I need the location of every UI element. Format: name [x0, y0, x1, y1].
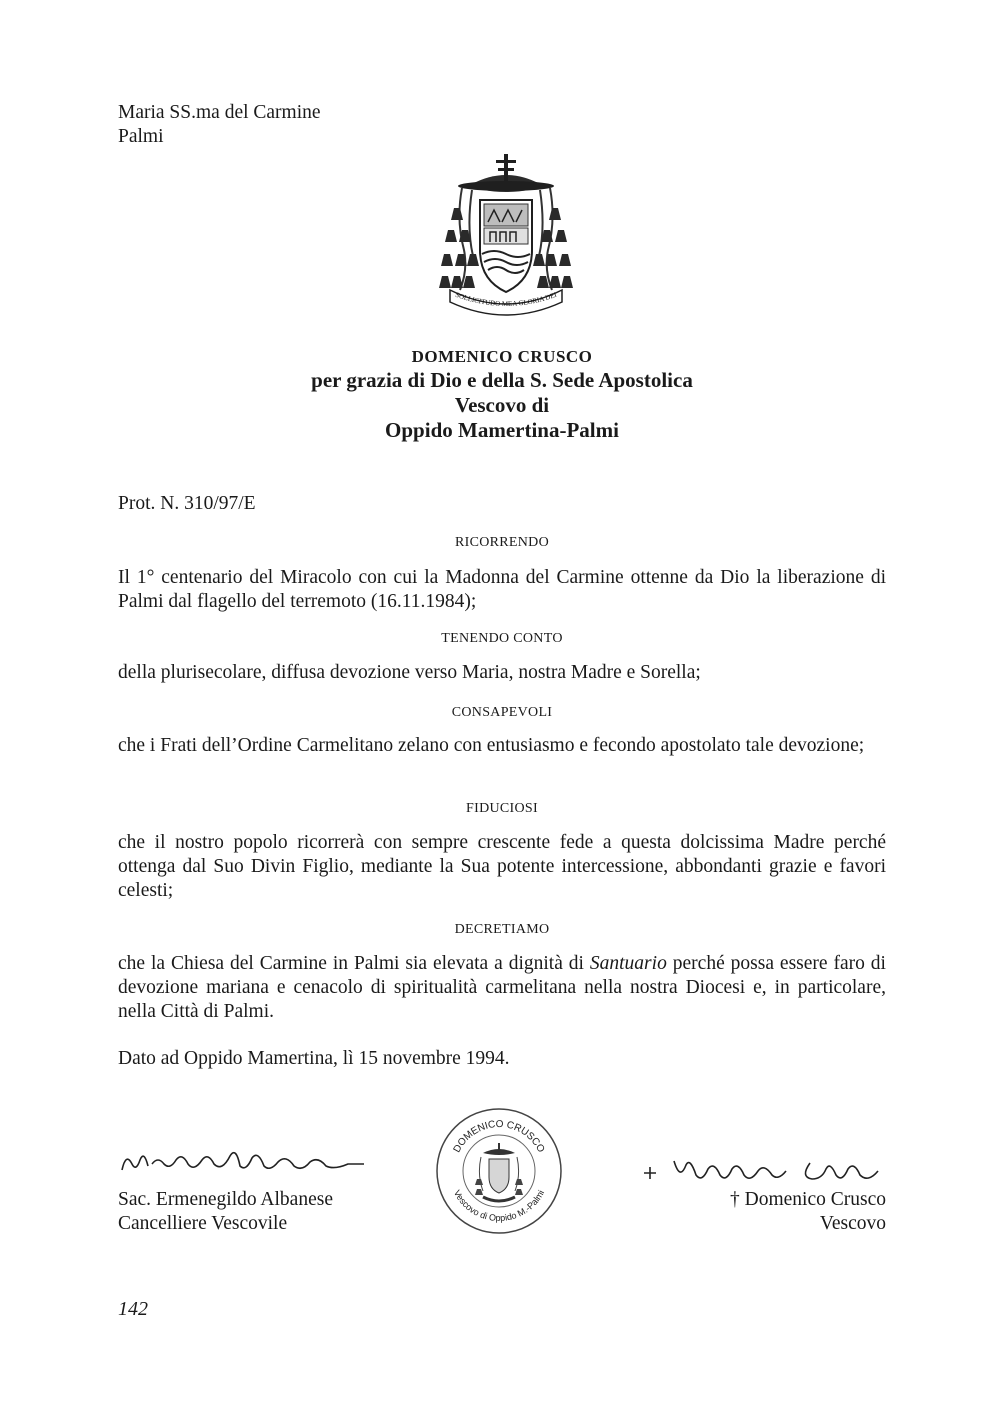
signatory-right-name: † Domenico Crusco	[730, 1189, 886, 1210]
decree-text-before: che la Chiesa del Carmine in Palmi sia elevata a dignità di	[118, 953, 590, 974]
section-text-decretiamo	[118, 952, 886, 1024]
bishop-seal	[433, 1105, 565, 1237]
coat-of-arms-graphic	[432, 150, 580, 318]
signatory-left-role: Cancelliere Vescovile	[118, 1213, 288, 1234]
signature-crusco	[640, 1153, 886, 1187]
date-line: Dato ad Oppido Mamertina, lì 15 novembre 1994.	[118, 1048, 510, 1069]
page-number: 142	[118, 1298, 148, 1320]
signatory-left-name: Sac. Ermenegildo Albanese	[118, 1189, 333, 1210]
decree-text-italic: Santuario	[589, 953, 667, 974]
section-text-fiduciosi: che il nostro popolo ricorrerà con sempre crescente fede a questa dolcissima Madre perché ottenga dal Suo Divin Figlio, mediante la Sua potente intercessione, abbondanti grazie e favori celesti;	[118, 832, 886, 901]
section-heading-tenendo-conto: TENENDO CONTO	[441, 631, 563, 646]
title-name: DOMENICO CRUSCO	[411, 347, 593, 366]
title-line-2: Vescovo di	[454, 393, 550, 417]
section-heading-consapevoli: CONSAPEVOLI	[451, 705, 553, 720]
section-heading-ricorrendo: RICORRENDO	[454, 535, 549, 550]
title-line-3: Oppido Mamertina-Palmi	[385, 418, 619, 442]
handwritten-signature-right	[640, 1153, 886, 1187]
motto-text: SOLLICITUDO MEA GLORIA DEI	[454, 290, 558, 309]
section-text-ricorrendo: Il 1° centenario del Miracolo con cui la Madonna del Carmine ottenne da Dio la liberazione di Palmi dal flagello del terremoto (16.11.1984);	[118, 567, 886, 612]
decree-text-after: perché possa essere faro di devozione mariana e cenacolo di spiritualità carmelitana nella nostra Diocesi e, in particolare, nella Città di Palmi.	[118, 953, 886, 1022]
seal-top-text: DOMENICO CRUSCO	[451, 1118, 547, 1155]
section-text-consapevoli: che i Frati dell’Ordine Carmelitano zelano con entusiasmo e fecondo apostolato tale devozione;	[118, 735, 865, 756]
signatory-right-role: Vescovo	[819, 1213, 886, 1234]
section-heading-fiduciosi: FIDUCIOSI	[466, 801, 538, 816]
handwritten-signature-left	[118, 1142, 368, 1178]
seal-graphic	[433, 1105, 565, 1237]
protocol-number: Prot. N. 310/97/E	[118, 493, 256, 514]
signature-albanese	[118, 1142, 368, 1178]
title-line-1: per grazia di Dio e della S. Sede Apostolica	[311, 368, 693, 392]
section-heading-decretiamo: DECRETIAMO	[454, 922, 550, 937]
section-text-tenendo-conto: della plurisecolare, diffusa devozione verso Maria, nostra Madre e Sorella;	[118, 662, 701, 683]
header-line-2: Palmi	[118, 126, 164, 147]
coat-of-arms	[432, 150, 580, 318]
header-line-1: Maria SS.ma del Carmine	[118, 102, 321, 123]
seal-bottom-text: Vescovo di Oppido M.-Palmi	[451, 1188, 547, 1224]
